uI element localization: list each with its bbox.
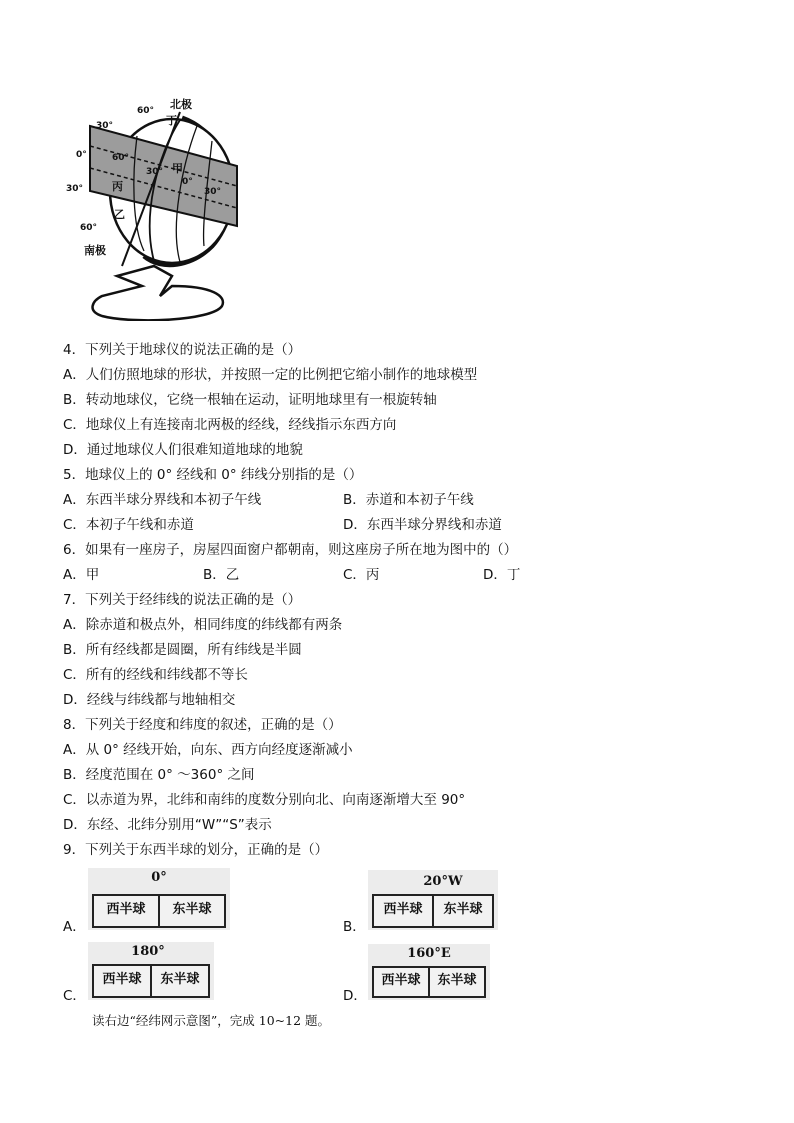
point-yi: 乙 xyxy=(114,208,125,221)
question-8: 8．下列关于经度和纬度的叙述，正确的是（） xyxy=(63,717,342,733)
svg-text:30°: 30° xyxy=(96,121,114,131)
diagram-b-west: 西半球 xyxy=(383,902,423,917)
diagram-c-west: 西半球 xyxy=(102,972,142,987)
diagram-d-meridian-label: 160°E xyxy=(407,946,451,961)
globe-stand xyxy=(93,266,223,320)
svg-text:60°: 60° xyxy=(137,106,155,116)
svg-text:60°: 60° xyxy=(80,223,98,233)
point-ding: 丁 xyxy=(166,114,177,127)
diagram-a-west: 西半球 xyxy=(106,902,146,917)
diagram-b-meridian-label: 20°W xyxy=(423,874,463,889)
q5-option-d[interactable]: D．东西半球分界线和赤道 xyxy=(343,517,502,533)
svg-text:0°: 0° xyxy=(76,150,87,160)
question-9: 9．下列关于东西半球的划分，正确的是（） xyxy=(63,842,329,858)
svg-text:30°: 30° xyxy=(204,187,222,197)
hemisphere-diagram-d[interactable] xyxy=(372,946,486,998)
q5-option-a[interactable]: A．东西半球分界线和本初子午线 xyxy=(63,492,262,508)
globe-illustration xyxy=(62,96,252,321)
q7-option-c[interactable]: C．所有的经线和纬线都不等长 xyxy=(63,667,248,683)
south-pole-label: 南极 xyxy=(84,244,106,257)
svg-text:0°: 0° xyxy=(182,177,193,187)
diagram-c-east: 东半球 xyxy=(150,966,208,996)
q4-option-a[interactable]: A．人们仿照地球的形状，并按照一定的比例把它缩小制作的地球模型 xyxy=(63,367,478,383)
diagram-a-meridian-label: 0° xyxy=(151,870,167,885)
question-6: 6．如果有一座房子，房屋四面窗户都朝南，则这座房子所在地为图中的（） xyxy=(63,542,518,558)
svg-text:60°: 60° xyxy=(112,153,130,163)
q7-option-b[interactable]: B．所有经线都是圆圈，所有纬线是半圆 xyxy=(63,642,302,658)
q7-option-a[interactable]: A．除赤道和极点外，相同纬度的纬线都有两条 xyxy=(63,617,343,633)
q4-option-b[interactable]: B．转动地球仪，它绕一根轴在运动，证明地球里有一根旋转轴 xyxy=(63,392,437,408)
q5-option-c[interactable]: C．本初子午线和赤道 xyxy=(63,517,194,533)
point-jia: 甲 xyxy=(172,162,183,175)
q8-option-c[interactable]: C．以赤道为界，北纬和南纬的度数分别向北、向南逐渐增大至 90° xyxy=(63,792,466,808)
q9-option-a[interactable]: A． xyxy=(63,919,86,935)
q6-option-b[interactable]: B．乙 xyxy=(203,567,240,583)
diagram-c-meridian-label: 180° xyxy=(131,944,165,959)
reading-instruction: 读右边“经纬网示意图”，完成 10~12 题。 xyxy=(92,1013,331,1028)
north-pole-label: 北极 xyxy=(170,98,192,111)
q8-option-b[interactable]: B．经度范围在 0° ～360° 之间 xyxy=(63,767,255,783)
diagram-a-east: 东半球 xyxy=(158,896,224,926)
q9-option-c[interactable]: C． xyxy=(63,988,86,1004)
diagram-d-west: 西半球 xyxy=(381,973,421,988)
point-bing: 丙 xyxy=(112,180,123,193)
q6-option-a[interactable]: A．甲 xyxy=(63,567,100,583)
q8-option-d[interactable]: D．东经、北纬分别用“W”“S”表示 xyxy=(63,817,272,833)
hemisphere-diagram-a[interactable] xyxy=(92,870,226,928)
svg-text:30°: 30° xyxy=(146,167,164,177)
q9-option-d[interactable]: D． xyxy=(343,988,367,1004)
question-5: 5．地球仪上的 0° 经线和 0° 纬线分别指的是（） xyxy=(63,467,363,483)
q6-option-d[interactable]: D．丁 xyxy=(483,567,521,583)
diagram-d-east: 东半球 xyxy=(428,968,484,996)
diagram-b-east: 东半球 xyxy=(432,896,492,926)
hemisphere-diagram-c[interactable] xyxy=(92,944,210,998)
hemisphere-diagram-b[interactable] xyxy=(372,872,494,928)
q4-option-c[interactable]: C．地球仪上有连接南北两极的经线，经线指示东西方向 xyxy=(63,417,397,433)
q6-option-c[interactable]: C．丙 xyxy=(343,567,380,583)
q8-option-a[interactable]: A．从 0° 经线开始，向东、西方向经度逐渐减小 xyxy=(63,742,353,758)
q9-option-b[interactable]: B． xyxy=(343,919,366,935)
question-4: 4．下列关于地球仪的说法正确的是（） xyxy=(63,342,302,358)
q5-option-b[interactable]: B．赤道和本初子午线 xyxy=(343,492,474,508)
question-7: 7．下列关于经纬线的说法正确的是（） xyxy=(63,592,302,608)
svg-text:30°: 30° xyxy=(66,184,84,194)
q7-option-d[interactable]: D．经线与纬线都与地轴相交 xyxy=(63,692,236,708)
q4-option-d[interactable]: D．通过地球仪人们很难知道地球的地貌 xyxy=(63,442,303,458)
